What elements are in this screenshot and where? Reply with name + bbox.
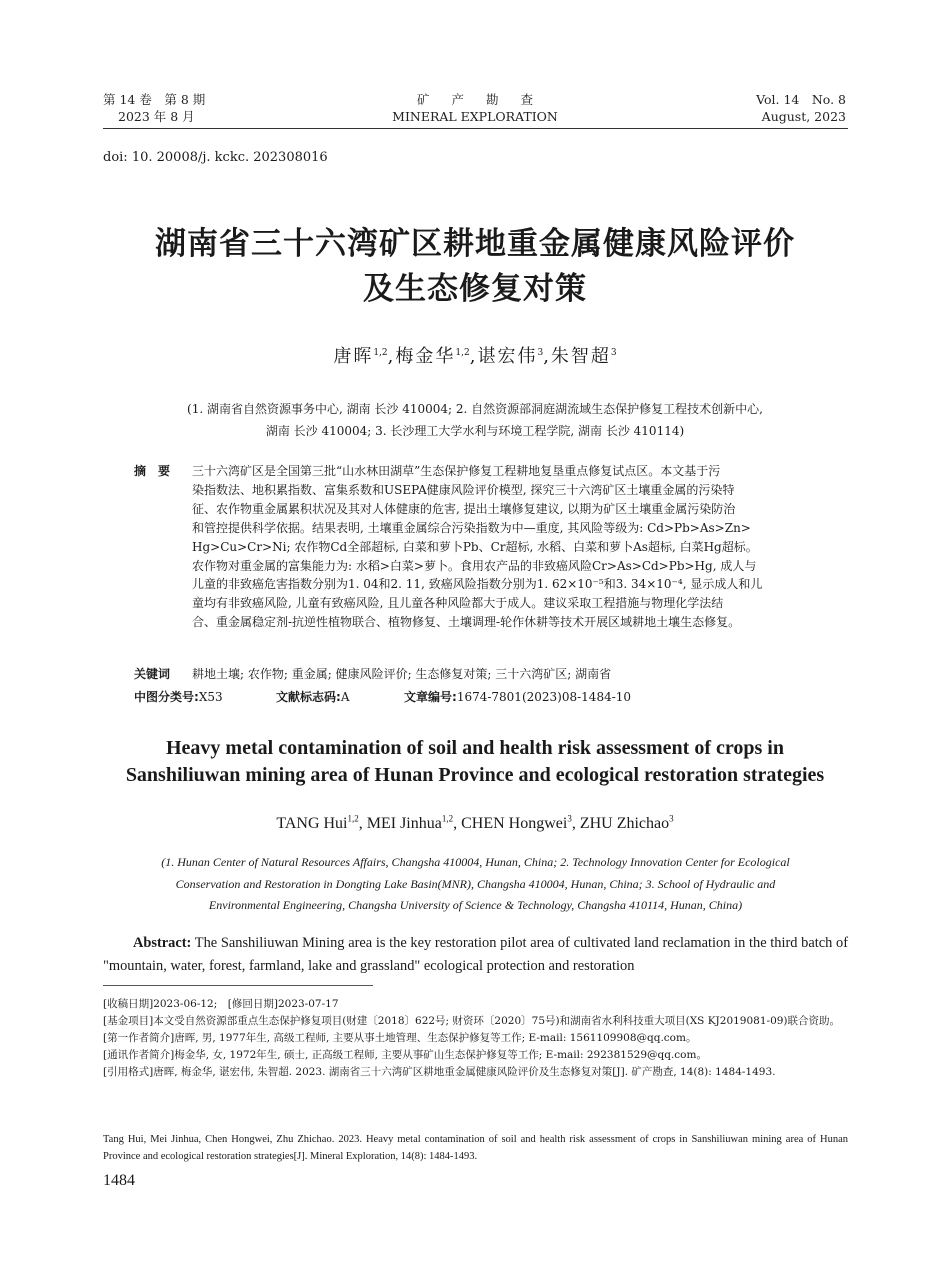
page-number: 1484 [103,1172,135,1189]
date-en: August, 2023 [761,109,846,124]
footnote-rule [103,985,373,986]
volume-issue-cn: 第 14 卷 第 8 期 [103,92,206,107]
footnote-funding: [基金项目]本文受自然资源部重点生态保护修复项目(财建〔2018〕622号; 财资环〔2020〕75号)和湖南省水利科技重大项目(XS KJ2019081-09)联合资助。 [103,1015,841,1027]
authors-en [0,815,950,833]
footnotes [103,996,848,1081]
footnote-first-author: [第一作者简介]唐晖, 男, 1977年生, 高级工程师, 主要从事土地管理、生态保护修复等工作; E-mail: 1561109908@qq.com。 [103,1032,697,1044]
footnote-citation-cn: [引用格式]唐晖, 梅金华, 谌宏伟, 朱智超. 2023. 湖南省三十六湾矿区耕地重金属健康风险评价及生态修复对策[J]. 矿产勘查, 14(8): 1484-1493. [103,1066,776,1078]
title-cn [0,222,950,312]
affiliations-cn: (1. 湖南省自然资源事务中心, 湖南 长沙 410004; 2. 自然资源部洞庭湖流域生态保护修复工程技术创新中心, 湖南 长沙 410004; 3. 长沙理工大学水利与环境工程学院, 湖南 长沙 410114) [187,402,763,438]
authors-cn [0,342,950,368]
keywords-cn-label: 关键词 [134,667,171,681]
title-cn-line1: 湖南省三十六湾矿区耕地重金属健康风险评价 [155,226,795,262]
abstract-cn-body: 三十六湾矿区是全国第三批“山水林田湖草”生态保护修复工程耕地复垦重点修复试点区。本文基于污 染指数法、地积累指数、富集系数和USEPA健康风险评价模型, 探究三十六湾矿区土壤重金属的污染特 征、农作物重金属累积状况及其对人体健康的危害, 提出土壤修复建议, 以期为矿区土壤重金属污染防治 和管控提供科学依据。结果表明, 土壤重金属综合污染指数为中—重度, 其风险等级为: Cd>Pb>As>Zn> Hg>Cu>Cr>Ni; 农作物Cd全部超标, 白菜和萝卜Pb、Cr超标, 水稻、白菜和萝卜As超标, 白菜Hg超标。 农作物对重金属的富集能力为: 水稻>白菜>萝卜。食用农产品的非致癌风险Cr>As>Cd>Pb>Hg, 成人与 儿童的非致癌危害指数分别为1. 04和2. 11, 致癌风险指数分别为1. 62×10⁻⁵和3. 34×10⁻⁴, 显示成人和儿 童均有非致癌风险, 儿童有致癌风险, 且儿童各种风险都大于成人。建议采取工程措施与物理化学法结 合、重金属稳定剂-抗逆性植物联合、植物修复、土壤调理-轮作休耕等技术开展区域耕地土壤生态修复。 [192,464,763,630]
footnote-corresponding: [通讯作者简介]梅金华, 女, 1972年生, 硕士, 正高级工程师, 主要从事矿山生态保护修复等工作; E-mail: 292381529@qq.com。 [103,1049,707,1061]
title-en: Heavy metal contamination of soil and health risk assessment of crops in Sanshiliuwan mining area of Hunan Province and ecological restoration strategies [125,737,825,786]
title-cn-line2: 及生态修复对策 [363,271,587,307]
article-number: 文章编号:1674-7801(2023)08-1484-10 [404,690,632,704]
abstract-en [103,932,848,978]
author-en: MEI Jinhua$^{1,2}$, [366,813,462,832]
footnote-citation-en: Tang Hui, Mei Jinhua, Chen Hongwei, Zhu Zhichao. 2023. Heavy metal contamination of soil and health risk assessment of crops in Sanshiliuwan mining area of Hunan Province and ecological restoration strategies[J]. Mineral Exploration, 14(8): 1484-1493. [103,1134,848,1162]
author-cn: 谌宏伟$^3$, [477,346,551,367]
author-cn: 唐晖$^{1,2}$, [333,346,396,367]
header-rule [103,128,848,129]
date-cn: 2023 年 8 月 [118,109,195,124]
footnote-received: [收稿日期]2023-06-12; [修回日期]2023-07-17 [103,998,339,1010]
clc-number: 中图分类号:X53 [134,690,223,704]
journal-issue-en [756,91,846,125]
author-en: CHEN Hongwei$^3$, [461,813,580,832]
affiliations-en: (1. Hunan Center of Natural Resources Affairs, Changsha 410004, Hunan, China; 2. Technology Innovation Center for Ecological Conservation and Restoration in Dongting Lake Basin(MNR), Changsha 410004, Hunan, China; 3. School of Hydraulic and Environmental Engineering, Changsha University of Science & Technology, Changsha 410114, Hunan, China) [161,855,790,912]
author-cn: 梅金华$^{1,2}$, [395,346,478,367]
journal-name-cn: 矿产勘查 [416,92,555,107]
author-en: TANG Hui$^{1,2}$, [276,813,367,832]
keywords-cn: 耕地土壤; 农作物; 重金属; 健康风险评价; 生态修复对策; 三十六湾矿区; 湖南省 [192,667,612,681]
abstract-en-text: The Sanshiliuwan Mining area is the key restoration pilot area of cultivated land reclamation in the third batch of "mountain, water, forest, farmland, lake and grassland" ecological protection and restoration [103,935,849,974]
volume-issue-en: Vol. 14 No. 8 [756,92,846,107]
abstract-cn-label: 摘 要 [134,464,171,478]
doi: doi: 10. 20008/j. kckc. 202308016 [103,150,328,165]
journal-name-en: MINERAL EXPLORATION [392,109,558,124]
document-code: 文献标志码:A [276,690,350,704]
author-en: ZHU Zhichao$^3$ [579,813,674,832]
abstract-en-label: Abstract: [133,935,192,951]
author-cn: 朱智超$^3$ [550,346,617,367]
